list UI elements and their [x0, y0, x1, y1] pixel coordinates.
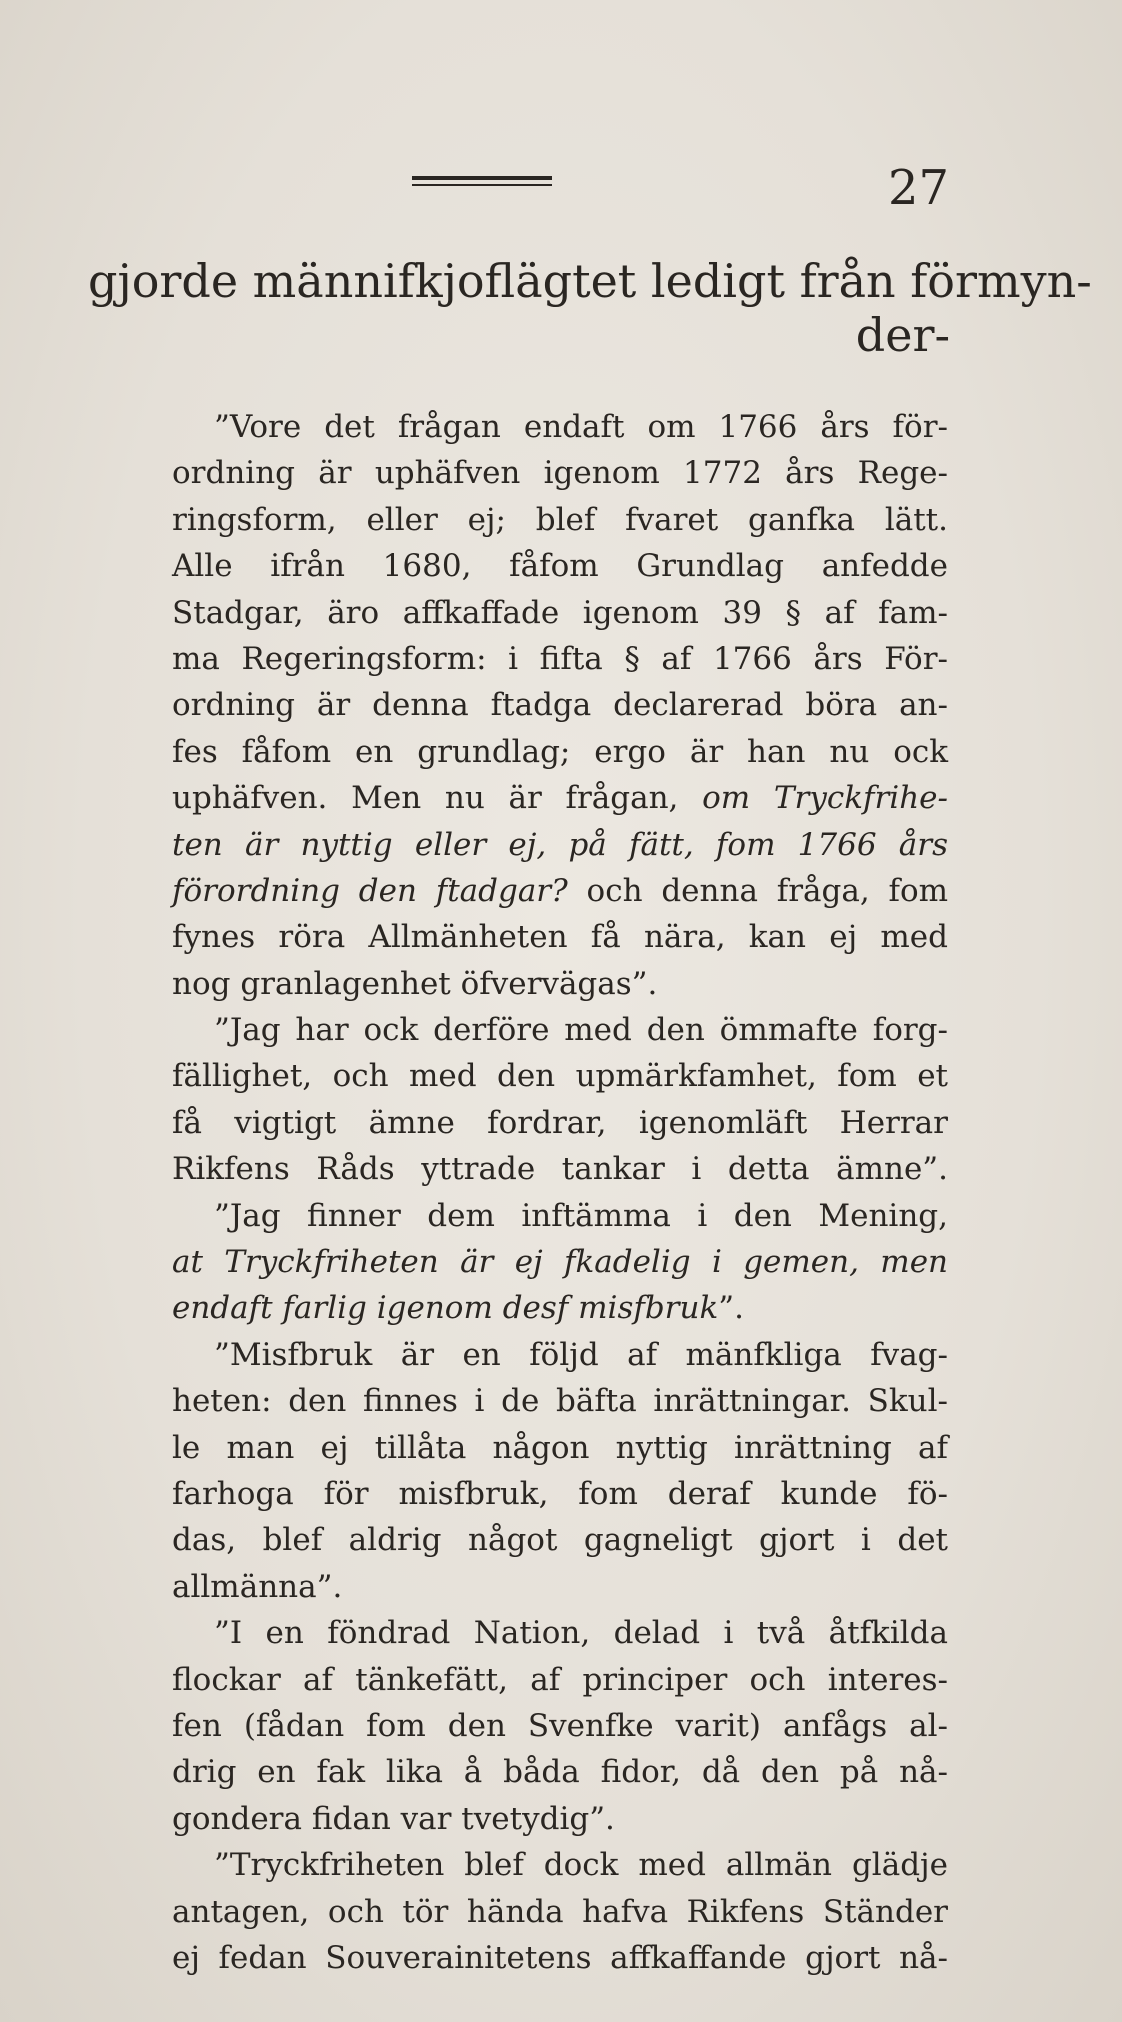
- text-line: [172, 682, 948, 728]
- text-line: [172, 1378, 948, 1424]
- text-segment: ”I en föndrad Nation, delad i två åtfkilda: [214, 1615, 948, 1652]
- italic-text: om Tryckfrihe-: [702, 780, 948, 817]
- text-line: [172, 1517, 948, 1563]
- text-line: [172, 1332, 948, 1378]
- text-segment: och denna fråga, fom: [567, 872, 949, 909]
- text-line: [172, 1100, 948, 1146]
- header-rule: [412, 176, 552, 190]
- text-segment: antagen, och tör hända hafva Rikfens Ständer: [172, 1893, 948, 1930]
- text-line: [172, 1471, 948, 1517]
- text-segment: le man ej tillåta någon nyttig inrättning af: [172, 1429, 948, 1466]
- text-line: [172, 914, 948, 960]
- text-line: [172, 1564, 948, 1610]
- text-line: [172, 636, 948, 682]
- text-segment: ringsform, eller ej; blef fvaret ganfka lätt.: [172, 501, 948, 538]
- text-line: [172, 1193, 948, 1239]
- text-line: [172, 1703, 948, 1749]
- text-segment: ordning är uphäfven igenom 1772 års Rege-: [172, 455, 948, 492]
- text-line: [172, 1657, 948, 1703]
- text-segment: ”Vore det frågan endaft om 1766 års för-: [214, 409, 948, 445]
- text-segment: ej fedan Souverainitetens affkaffande gjort nå-: [172, 1939, 948, 1976]
- text-line: [172, 1007, 948, 1053]
- text-segment: ”Jag finner dem inftämma i den Mening,: [214, 1197, 948, 1234]
- text-line: [172, 1053, 948, 1099]
- body-text: [172, 404, 948, 1981]
- text-segment: Alle ifrån 1680, fåfom Grundlag anfedde: [172, 548, 948, 585]
- italic-text: endaft farlig igenom desf misfbruk: [172, 1290, 719, 1327]
- text-segment: farhoga för misfbruk, fom deraf kunde fö-: [172, 1475, 948, 1512]
- text-segment: Rikfens Råds yttrade tankar i detta ämne”.: [172, 1151, 948, 1188]
- text-segment: allmänna”.: [172, 1568, 343, 1605]
- text-segment: fes fåfom en grundlag; ergo är han nu ock: [172, 733, 948, 770]
- text-line: [172, 1842, 948, 1888]
- text-line: [172, 729, 948, 775]
- text-line: [172, 1796, 948, 1842]
- italic-text: ten är nyttig eller ej, på fätt, fom 1766 års: [172, 826, 948, 863]
- text-line: [172, 450, 948, 496]
- text-segment: nog granlagenhet öfvervägas”.: [172, 965, 658, 1002]
- text-line: [172, 775, 948, 821]
- text-segment: uphäfven. Men nu är frågan,: [172, 780, 703, 817]
- text-segment: ordning är denna ftadga declarerad böra an-: [172, 687, 948, 724]
- text-segment: fällighet, och med den upmärkfamhet, fom et: [172, 1058, 948, 1095]
- text-line: [172, 1146, 948, 1192]
- text-segment: fynes röra Allmänheten få nära, kan ej med: [172, 919, 948, 956]
- text-line: [172, 404, 948, 450]
- text-line: [172, 1425, 948, 1471]
- running-text-first-line: gjorde männifkjoflägtet ledigt från förmyn-: [88, 254, 1092, 308]
- text-line: [172, 1610, 948, 1656]
- page-number: 27: [888, 160, 950, 216]
- text-segment: heten: den finnes i de bäfta inrättningar. Skul-: [172, 1383, 948, 1420]
- text-segment: fen (fådan fom den Svenfke varit) anfågs al-: [172, 1707, 948, 1744]
- text-line: [172, 1749, 948, 1795]
- text-segment: ”Misfbruk är en följd af mänfkliga fvag-: [214, 1336, 948, 1373]
- text-segment: drig en fak lika å båda fidor, då den på nå-: [172, 1754, 948, 1791]
- text-segment: ma Regeringsform: i fifta § af 1766 års För-: [172, 640, 948, 677]
- text-line: [172, 868, 948, 914]
- text-line: [172, 1239, 948, 1285]
- text-segment: Stadgar, äro affkaffade igenom 39 § af fam-: [172, 594, 948, 631]
- italic-text: at Tryckfriheten är ej fkadelig i gemen, men: [172, 1244, 948, 1281]
- text-segment: flockar af tänkefätt, af principer och interes-: [172, 1661, 948, 1698]
- text-line: [172, 1889, 948, 1935]
- text-line: [172, 822, 948, 868]
- text-segment: ”Jag har ock derföre med den ömmafte forg-: [214, 1012, 948, 1049]
- text-segment: ”.: [718, 1290, 744, 1327]
- italic-text: förordning den ftadgar?: [172, 872, 568, 909]
- text-segment: ”Tryckfriheten blef dock med allmän glädje: [214, 1847, 948, 1884]
- text-line: [172, 961, 948, 1007]
- text-line: [172, 497, 948, 543]
- text-segment: das, blef aldrig något gagneligt gjort i det: [172, 1522, 948, 1559]
- text-line: [172, 543, 948, 589]
- text-line: [172, 1285, 948, 1331]
- catchword: der-: [855, 308, 950, 362]
- text-line: [172, 1935, 948, 1981]
- text-line: [172, 590, 948, 636]
- text-segment: få vigtigt ämne fordrar, igenomläft Herrar: [172, 1104, 948, 1141]
- text-segment: gondera fidan var tvetydig”.: [172, 1800, 615, 1837]
